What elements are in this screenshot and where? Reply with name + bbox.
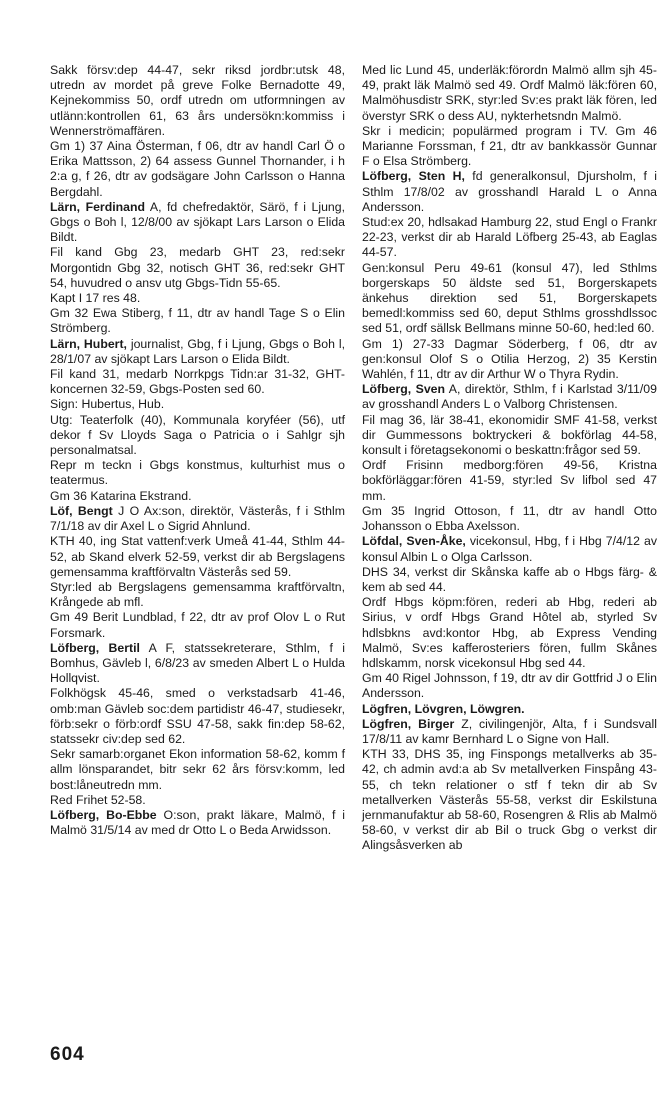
- directory-entry: [362, 215, 657, 261]
- entry-text: Styr:led ab Bergslagens gemensamma kraftförvaltn, Krångede ab mfl.: [50, 579, 345, 610]
- entry-text: Gm 40 Rigel Johnsson, f 19, dtr av dir Gottfrid J o Elin Andersson.: [362, 671, 657, 701]
- entry-text: A F, statssekreterare, Sthlm, f i Bomhus, Gävleb l, 6/8/23 av smeden Albert L o Hulda Hollqvist.: [50, 640, 346, 686]
- directory-entry: [50, 245, 345, 291]
- entry-name: Lögfren, Birger: [362, 716, 455, 731]
- entry-text: vicekonsul, Hbg, f i Hbg 7/4/12 av konsul Albin L o Olga Carlsson.: [362, 534, 657, 564]
- entry-text: journalist, Gbg, f i Ljung, Gbgs o Boh l, 28/1/07 av sjökapt Lars Larson o Elida Bildt.: [50, 336, 345, 366]
- entry-text: Z, civilingenjör, Alta, f i Sundsvall 17/8/11 av kamr Bernhard L o Signe von Hall.: [362, 716, 657, 746]
- entry-text: Gm 49 Berit Lundblad, f 22, dtr av prof Olov L o Rut Forsmark.: [50, 610, 345, 640]
- directory-entry: [362, 595, 657, 671]
- entry-text: Ordf Frisinn medborg:fören 49-56, Kristna bokförläggar:fören 41-59, styr:led Sv lifbol sed 47 mm.: [362, 458, 657, 503]
- directory-entry: [362, 717, 657, 747]
- entry-text: A, direktör, Sthlm, f i Karlstad 3/11/09 av grosshandl Anders L o Valborg Christensen.: [362, 382, 657, 412]
- entry-text: Gm 36 Katarina Ekstrand.: [50, 488, 192, 503]
- entry-text: Repr m teckn i Gbgs konstmus, kulturhist mus o teatermus.: [50, 458, 345, 488]
- directory-entry: [362, 747, 657, 853]
- directory-entry: [50, 397, 345, 412]
- entry-text: A, fd chefredaktör, Särö, f i Ljung, Gbgs o Boh l, 12/8/00 av sjökapt Lars Larson o Elida Bildt.: [50, 199, 346, 245]
- entry-name: Löfdal, Sven-Åke,: [362, 534, 466, 549]
- entry-name: Löfberg, Sven: [362, 382, 446, 397]
- entry-text: Gm 35 Ingrid Ottoson, f 11, dtr av handl Otto Johansson o Ebba Axelsson.: [362, 503, 657, 534]
- entry-text: fd generalkonsul, Djursholm, f i Sthlm 17/8/02 av grosshandl Harald L o Anna Andersson.: [362, 169, 657, 214]
- entry-text: Ordf Hbgs köpm:fören, rederi ab Hbg, rederi ab Sirius, v ordf Hbgs Grand Hôtel ab, styrled Sv hdlsbkns avd:kontor Hbg, ab Express Vending Malmö, Sv:es kafferosteriers fören, fullm Skånes hdlskamm, norsk vicekonsul Hbg sed 44.: [362, 595, 657, 670]
- entry-name: Löfberg, Bo-Ebbe: [50, 807, 157, 822]
- directory-entry: [362, 413, 657, 459]
- entry-text: KTH 33, DHS 35, ing Finspongs metallverks ab 35-42, ch admin avd:a ab Sv metallverken Finspång 43-55, ch tekn relationer o stf f tekn dir ab Sv metallverken Västerås 55-58, verkst dir Eskilstuna jernmanufaktur ab 58-60, Rosengren & Rlis ab Malmö 58-60, v verkst dir ab Bil o truck Gbg o verkst dir Alingsåsverken ab: [362, 747, 657, 853]
- directory-entry: [50, 808, 345, 838]
- entry-text: J O Ax:son, direktör, Västerås, f i Sthlm 7/1/18 av dir Axel L o Sigrid Ahnlund.: [50, 503, 345, 534]
- directory-entry: [362, 169, 657, 215]
- page-number: 604: [50, 1044, 85, 1065]
- directory-entry: [50, 458, 345, 488]
- directory-entry: [50, 793, 345, 808]
- directory-entry: [50, 200, 345, 246]
- directory-entry: [362, 565, 657, 595]
- entry-text: Sign: Hubertus, Hub.: [50, 397, 165, 412]
- directory-entry: [50, 489, 345, 504]
- directory-entry: [50, 610, 345, 640]
- entry-name: Lärn, Hubert,: [50, 336, 127, 351]
- entry-text: Kapt I 17 res 48.: [50, 291, 141, 306]
- entry-name: Lärn, Ferdinand: [50, 199, 146, 214]
- entry-text: Utg: Teaterfolk (40), Kommunala koryféer (56), utf dekor f Sv Lloyds Saga o Patricia o i Sahlgr sjh personalmatsal.: [50, 412, 345, 458]
- entry-text: KTH 40, ing Stat vattenf:verk Umeå 41-44, Sthlm 44-52, ab Skand elverk 52-59, verkst dir ab Bergslagens gemensamma kraftförvaltn Västerås sed 59.: [50, 534, 345, 579]
- entry-text: Stud:ex 20, hdlsakad Hamburg 22, stud Engl o Frankr 22-23, verkst dir ab Harald Löfberg 25-43, ab Eaglas 44-57.: [362, 215, 657, 260]
- entry-text: Gen:konsul Peru 49-61 (konsul 47), led Sthlms borgerskaps 50 äldste sed 51, Borgerskapets änkehus direktion sed 51, Borgerskapets bemedl:kommiss sed 60, deput Sthlms grosshdlssoc sed 51, ordf sällsk Bellmans minne 50-60, hed:led 60.: [362, 260, 657, 336]
- entry-text: DHS 34, verkst dir Skånska kaffe ab o Hbgs färg- & kem ab sed 44.: [362, 564, 657, 594]
- directory-entry: [50, 641, 345, 687]
- directory-entry: [50, 367, 345, 397]
- directory-entry: [362, 337, 657, 383]
- directory-entry: [50, 686, 345, 747]
- directory-entry: [362, 671, 657, 701]
- entry-text: Sakk försv:dep 44-47, sekr riksd jordbr:utsk 48, utredn av mordet på greve Folke Bernadotte 49, Kejnekommiss 50, ordf utredn om utformningen av utlänn:kontrollen 61, 63 års undersökn:kommiss i Wennerströmaffären.: [50, 63, 345, 138]
- directory-entry: [50, 413, 345, 459]
- directory-entry: [50, 139, 345, 200]
- directory-entry: [362, 261, 657, 337]
- entry-text: Med lic Lund 45, underläk:förordn Malmö allm sjh 45-49, prakt läk Malmö sed 49. Ordf Malmö läk:fören 60, Malmöhusdistr SRK, styr:led Sv:es prakt läk fören, led överstyr SRK o dess AU, nykterhetsndn Malmö.: [362, 63, 657, 123]
- entry-text: Fil kand 31, medarb Norrkpgs Tidn:ar 31-32, GHT-koncernen 32-59, Gbgs-Posten sed 60.: [50, 367, 345, 397]
- entry-text: Red Frihet 52-58.: [50, 792, 146, 807]
- directory-entry: [362, 382, 657, 412]
- directory-entry: [50, 504, 345, 534]
- directory-entry: [50, 306, 345, 336]
- entry-text: Gm 32 Ewa Stiberg, f 11, dtr av handl Tage S o Elin Strömberg.: [50, 306, 345, 336]
- directory-entry: [50, 291, 345, 306]
- entry-text: Gm 1) 27-33 Dagmar Söderberg, f 06, dtr av gen:konsul Olof S o Otilia Herzog, 2) 35 Kerstin Wahlén, f 11, dtr av dir Arthur W o Thyra Rydin.: [362, 336, 657, 382]
- directory-entry: [50, 580, 345, 610]
- entry-text: Skr i medicin; populärmed program i TV. Gm 46 Marianne Forssman, f 21, dtr av bankkassör Gunnar F o Elsa Strömberg.: [362, 123, 657, 169]
- left-column: [50, 63, 345, 838]
- directory-entry: [362, 702, 657, 717]
- entry-text: O:son, prakt läkare, Malmö, f i Malmö 31/5/14 av med dr Otto L o Beda Arwidsson.: [50, 807, 345, 838]
- directory-entry: [362, 63, 657, 124]
- entry-text: Fil mag 36, lär 38-41, ekonomidir SMF 41-58, verkst dir Gummessons boktryckeri & bokförlag 44-58, konsult i företagsekonomi o beskattn:frågor sed 59.: [362, 412, 657, 458]
- entry-text: Fil kand Gbg 23, medarb GHT 23, red:sekr Morgontidn Gbg 32, notisch GHT 36, red:sekr GHT 54, huvudred o ansv utg Gbgs-Tidn 55-65.: [50, 245, 345, 290]
- entry-name: Löfberg, Sten H,: [362, 169, 465, 184]
- entry-text: Sekr samarb:organet Ekon information 58-62, komm f allm lönsparandet, bitr sekr 62 års försv:komm, led bost:låneutredn mm.: [50, 747, 345, 792]
- right-column: [362, 63, 657, 854]
- entry-text: Folkhögsk 45-46, smed o verkstadsarb 41-46, omb:man Gävleb soc:dem partidistr 46-47, studiesekr, förb:sekr o förb:ordf SSU 47-58, sakk fin:dep 58-62, statssekr civ:dep sed 62.: [50, 686, 345, 746]
- directory-entry: [362, 458, 657, 504]
- directory-entry: [362, 534, 657, 564]
- directory-entry: [50, 534, 345, 580]
- directory-entry: [50, 747, 345, 793]
- entry-name: Lögfren, Lövgren, Löwgren.: [362, 701, 525, 716]
- directory-entry: [362, 124, 657, 170]
- entry-text: Gm 1) 37 Aina Österman, f 06, dtr av handl Carl Ö o Erika Mattsson, 2) 64 assess Gunnel Thornander, i h 2:a g, f 26, dtr av godsägare John Carlsson o Hanna Bergdahl.: [50, 139, 345, 199]
- directory-entry: [50, 63, 345, 139]
- directory-entry: [50, 337, 345, 367]
- directory-entry: [362, 504, 657, 534]
- entry-name: Löf, Bengt: [50, 503, 113, 518]
- entry-name: Löfberg, Bertil: [50, 640, 140, 655]
